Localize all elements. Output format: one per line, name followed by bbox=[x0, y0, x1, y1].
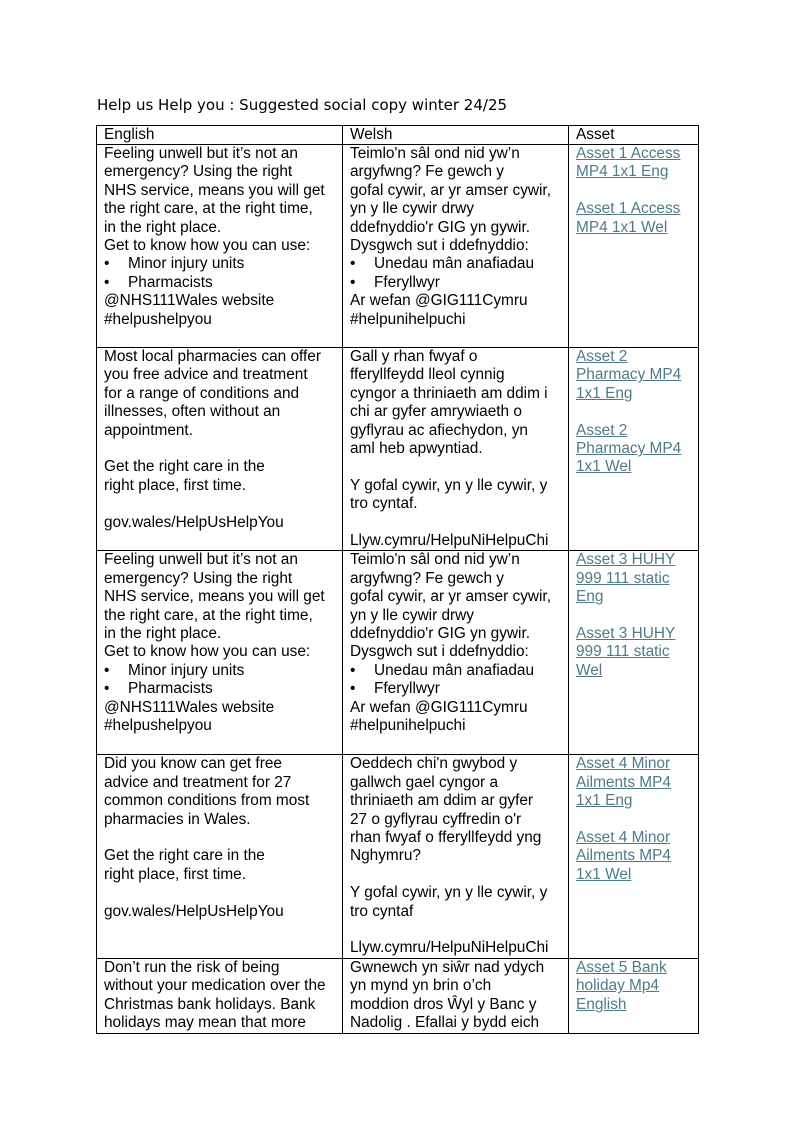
bullet-icon: • bbox=[350, 680, 356, 698]
bullet-text: Minor injury units bbox=[128, 255, 245, 273]
copy-line: Did you know can get free bbox=[104, 755, 282, 773]
table-row bbox=[97, 755, 699, 958]
bullet-icon: • bbox=[350, 255, 356, 273]
bullet-icon: • bbox=[104, 273, 110, 291]
asset-link[interactable] bbox=[576, 145, 692, 182]
asset-link-text: MP4 1x1 Wel bbox=[576, 218, 668, 236]
bullet-icon: • bbox=[104, 680, 110, 698]
copy-line: Don’t run the risk of being bbox=[104, 958, 280, 976]
copy-line: Feeling unwell but it’s not an bbox=[104, 551, 298, 569]
table-row bbox=[97, 145, 699, 348]
header-asset: Asset bbox=[569, 126, 699, 145]
copy-line: @NHS111Wales website bbox=[104, 292, 275, 310]
copy-line: Get to know how you can use: bbox=[104, 643, 311, 661]
copy-line: gallwch gael cyngor a bbox=[350, 773, 499, 791]
copy-line: common conditions from most bbox=[104, 792, 310, 810]
bullet-text: Pharmacists bbox=[128, 273, 213, 291]
copy-line: rhan fwyaf o fferyllfeydd yng bbox=[350, 829, 542, 847]
asset-link-text: Asset 4 Minor bbox=[576, 755, 671, 773]
asset-link-text: Ailments MP4 bbox=[576, 773, 671, 791]
asset-cell bbox=[569, 958, 699, 1033]
copy-line: gov.wales/HelpUsHelpYou bbox=[104, 902, 284, 920]
paragraph-gap bbox=[576, 182, 692, 200]
asset-link-text: Eng bbox=[576, 588, 604, 606]
table-header-row bbox=[97, 126, 699, 145]
copy-line: chi ar gyfer amrywiaeth o bbox=[350, 403, 522, 421]
copy-line: Christmas bank holidays. Bank bbox=[104, 995, 316, 1013]
asset-link-text: Asset 2 bbox=[576, 421, 628, 439]
copy-line: tro cyntaf. bbox=[350, 495, 418, 513]
english-copy-cell bbox=[97, 958, 343, 1033]
asset-link[interactable] bbox=[576, 200, 692, 237]
bullet-text: Pharmacists bbox=[128, 680, 213, 698]
asset-cell bbox=[569, 755, 699, 958]
header-welsh: Welsh bbox=[343, 126, 569, 145]
copy-line: yn mynd yn brin o’ch bbox=[350, 977, 492, 995]
asset-link-text: Asset 4 Minor bbox=[576, 829, 671, 847]
asset-link[interactable] bbox=[576, 348, 692, 403]
paragraph-gap bbox=[104, 495, 336, 513]
copy-line: emergency? Using the right bbox=[104, 163, 293, 181]
copy-line: cyngor a thriniaeth am ddim i bbox=[350, 384, 548, 402]
copy-line: gyflyrau ac afiechydon, yn bbox=[350, 421, 528, 439]
copy-line: gov.wales/HelpUsHelpYou bbox=[104, 513, 284, 531]
english-copy-cell bbox=[97, 145, 343, 348]
copy-line: holidays may mean that more bbox=[104, 1014, 306, 1032]
copy-line: Nadolig . Efallai y bydd eich bbox=[350, 1014, 540, 1032]
asset-link-text: 1x1 Eng bbox=[576, 792, 633, 810]
asset-link-text: Asset 5 Bank bbox=[576, 958, 667, 976]
english-copy-cell bbox=[97, 348, 343, 551]
copy-line: in the right place. bbox=[104, 625, 222, 643]
table-row bbox=[97, 348, 699, 551]
bullet-icon: • bbox=[104, 661, 110, 679]
copy-line: tro cyntaf bbox=[350, 902, 414, 920]
copy-line: @NHS111Wales website bbox=[104, 698, 275, 716]
table-row bbox=[97, 958, 699, 1033]
asset-link-text: Asset 1 Access bbox=[576, 200, 681, 218]
header-english: English bbox=[97, 126, 343, 145]
copy-line: Most local pharmacies can offer bbox=[104, 348, 321, 365]
copy-line: emergency? Using the right bbox=[104, 569, 293, 587]
social-copy-table bbox=[96, 125, 699, 1034]
asset-link-text: Asset 3 HUHY bbox=[576, 551, 676, 569]
copy-line: gofal cywir, ar yr amser cywir, bbox=[350, 181, 551, 199]
copy-line: for a range of conditions and bbox=[104, 384, 300, 402]
copy-line: Y gofal cywir, yn y lle cywir, y bbox=[350, 476, 548, 494]
copy-line: Ar wefan @GIG111Cymru bbox=[350, 292, 528, 310]
bullet-text: Unedau mân anafiadau bbox=[374, 661, 535, 679]
copy-line: #helpunihelpuchi bbox=[350, 717, 466, 735]
asset-link-text: 1x1 Eng bbox=[576, 384, 633, 402]
copy-line: aml heb apwyntiad. bbox=[350, 440, 483, 458]
asset-link-text: Pharmacy MP4 bbox=[576, 440, 682, 458]
paragraph-gap bbox=[350, 921, 562, 939]
copy-line: Ar wefan @GIG111Cymru bbox=[350, 698, 528, 716]
copy-line: Dysgwch sut i ddefnyddio: bbox=[350, 643, 529, 661]
paragraph-gap bbox=[350, 514, 562, 532]
asset-link-text: Pharmacy MP4 bbox=[576, 366, 682, 384]
asset-cell bbox=[569, 145, 699, 348]
bullet-item bbox=[104, 274, 336, 292]
asset-link-text: 1x1 Wel bbox=[576, 458, 632, 476]
asset-link-text: 1x1 Wel bbox=[576, 865, 632, 883]
page-title: Help us Help you : Suggested social copy winter 24/25 bbox=[97, 96, 508, 114]
copy-line: Teimlo'n sâl ond nid yw’n bbox=[350, 145, 520, 162]
copy-line: #helpushelpyou bbox=[104, 717, 212, 735]
bullet-icon: • bbox=[104, 255, 110, 273]
asset-link[interactable] bbox=[576, 625, 692, 680]
asset-link-text: Asset 2 bbox=[576, 348, 628, 365]
bullet-item bbox=[104, 662, 336, 680]
copy-line: the right care, at the right time, bbox=[104, 606, 313, 624]
welsh-copy-cell bbox=[343, 348, 569, 551]
copy-line: Y gofal cywir, yn y lle cywir, y bbox=[350, 884, 548, 902]
copy-line: argyfwng? Fe gewch y bbox=[350, 163, 504, 181]
asset-link-text: MP4 1x1 Eng bbox=[576, 163, 669, 181]
paragraph-gap bbox=[350, 866, 562, 884]
copy-line: Gall y rhan fwyaf o bbox=[350, 348, 478, 365]
bullet-item bbox=[350, 255, 562, 273]
copy-line: Gwnewch yn siŵr nad ydych bbox=[350, 958, 545, 976]
copy-line: Teimlo'n sâl ond nid yw’n bbox=[350, 551, 520, 569]
asset-link[interactable] bbox=[576, 422, 692, 477]
welsh-copy-cell bbox=[343, 145, 569, 348]
copy-line: without your medication over the bbox=[104, 977, 326, 995]
bullet-item bbox=[350, 662, 562, 680]
copy-line: Dysgwch sut i ddefnyddio: bbox=[350, 237, 529, 255]
paragraph-gap bbox=[576, 403, 692, 421]
bullet-item bbox=[350, 680, 562, 698]
copy-line: 27 o gyflyrau cyffredin o'r bbox=[350, 810, 522, 828]
asset-link[interactable] bbox=[576, 829, 692, 884]
copy-line: Get the right care in the bbox=[104, 847, 265, 865]
copy-line: Llyw.cymru/HelpuNiHelpuChi bbox=[350, 939, 549, 957]
welsh-copy-cell bbox=[343, 551, 569, 755]
paragraph-gap bbox=[104, 440, 336, 458]
english-copy-cell bbox=[97, 551, 343, 755]
copy-line: Llyw.cymru/HelpuNiHelpuChi bbox=[350, 532, 549, 550]
table-row bbox=[97, 551, 699, 755]
bullet-text: Minor injury units bbox=[128, 661, 245, 679]
welsh-copy-cell bbox=[343, 755, 569, 958]
asset-link[interactable] bbox=[576, 551, 692, 606]
copy-line: moddion dros Ŵyl y Banc y bbox=[350, 995, 537, 1013]
copy-line: Oeddech chi'n gwybod y bbox=[350, 755, 518, 773]
asset-link-text: Asset 1 Access bbox=[576, 145, 681, 162]
bullet-item bbox=[104, 255, 336, 273]
copy-line: you free advice and treatment bbox=[104, 366, 308, 384]
bullet-text: Fferyllwyr bbox=[374, 680, 440, 698]
paragraph-gap bbox=[104, 884, 336, 902]
paragraph-gap bbox=[350, 458, 562, 476]
bullet-text: Fferyllwyr bbox=[374, 273, 440, 291]
copy-line: thriniaeth am ddim ar gyfer bbox=[350, 792, 534, 810]
copy-line: Get to know how you can use: bbox=[104, 237, 311, 255]
asset-link-text: English bbox=[576, 995, 627, 1013]
asset-link-text: Wel bbox=[576, 661, 603, 679]
paragraph-gap bbox=[576, 811, 692, 829]
bullet-icon: • bbox=[350, 661, 356, 679]
copy-line: fferyllfeydd lleol cynnig bbox=[350, 366, 505, 384]
asset-link-text: Asset 3 HUHY bbox=[576, 625, 676, 643]
copy-line: Get the right care in the bbox=[104, 458, 265, 476]
copy-line: right place, first time. bbox=[104, 476, 246, 494]
copy-line: right place, first time. bbox=[104, 865, 246, 883]
bullet-item bbox=[350, 274, 562, 292]
asset-cell bbox=[569, 348, 699, 551]
copy-line: in the right place. bbox=[104, 218, 222, 236]
bullet-icon: • bbox=[350, 273, 356, 291]
copy-line: argyfwng? Fe gewch y bbox=[350, 569, 504, 587]
copy-line: yn y lle cywir drwy bbox=[350, 200, 474, 218]
asset-link-text: 999 111 static bbox=[576, 643, 670, 661]
asset-link-text: holiday Mp4 bbox=[576, 977, 659, 995]
welsh-copy-cell bbox=[343, 958, 569, 1033]
copy-line: the right care, at the right time, bbox=[104, 200, 313, 218]
asset-link[interactable] bbox=[576, 959, 692, 1014]
paragraph-gap bbox=[576, 607, 692, 625]
copy-line: #helpunihelpuchi bbox=[350, 310, 466, 328]
copy-line: pharmacies in Wales. bbox=[104, 810, 251, 828]
copy-line: advice and treatment for 27 bbox=[104, 773, 292, 791]
copy-line: NHS service, means you will get bbox=[104, 588, 325, 606]
asset-link[interactable] bbox=[576, 755, 692, 810]
english-copy-cell bbox=[97, 755, 343, 958]
copy-line: NHS service, means you will get bbox=[104, 181, 325, 199]
copy-line: ddefnyddio'r GIG yn gywir. bbox=[350, 218, 531, 236]
bullet-item bbox=[104, 680, 336, 698]
asset-link-text: Ailments MP4 bbox=[576, 847, 671, 865]
copy-line: Feeling unwell but it’s not an bbox=[104, 145, 298, 162]
copy-line: gofal cywir, ar yr amser cywir, bbox=[350, 588, 551, 606]
copy-line: #helpushelpyou bbox=[104, 310, 212, 328]
copy-line: appointment. bbox=[104, 421, 193, 439]
copy-line: ddefnyddio'r GIG yn gywir. bbox=[350, 625, 531, 643]
copy-line: yn y lle cywir drwy bbox=[350, 606, 474, 624]
paragraph-gap bbox=[104, 829, 336, 847]
copy-line: illnesses, often without an bbox=[104, 403, 281, 421]
asset-link-text: 999 111 static bbox=[576, 569, 670, 587]
asset-cell bbox=[569, 551, 699, 755]
copy-line: Nghymru? bbox=[350, 847, 421, 865]
bullet-text: Unedau mân anafiadau bbox=[374, 255, 535, 273]
